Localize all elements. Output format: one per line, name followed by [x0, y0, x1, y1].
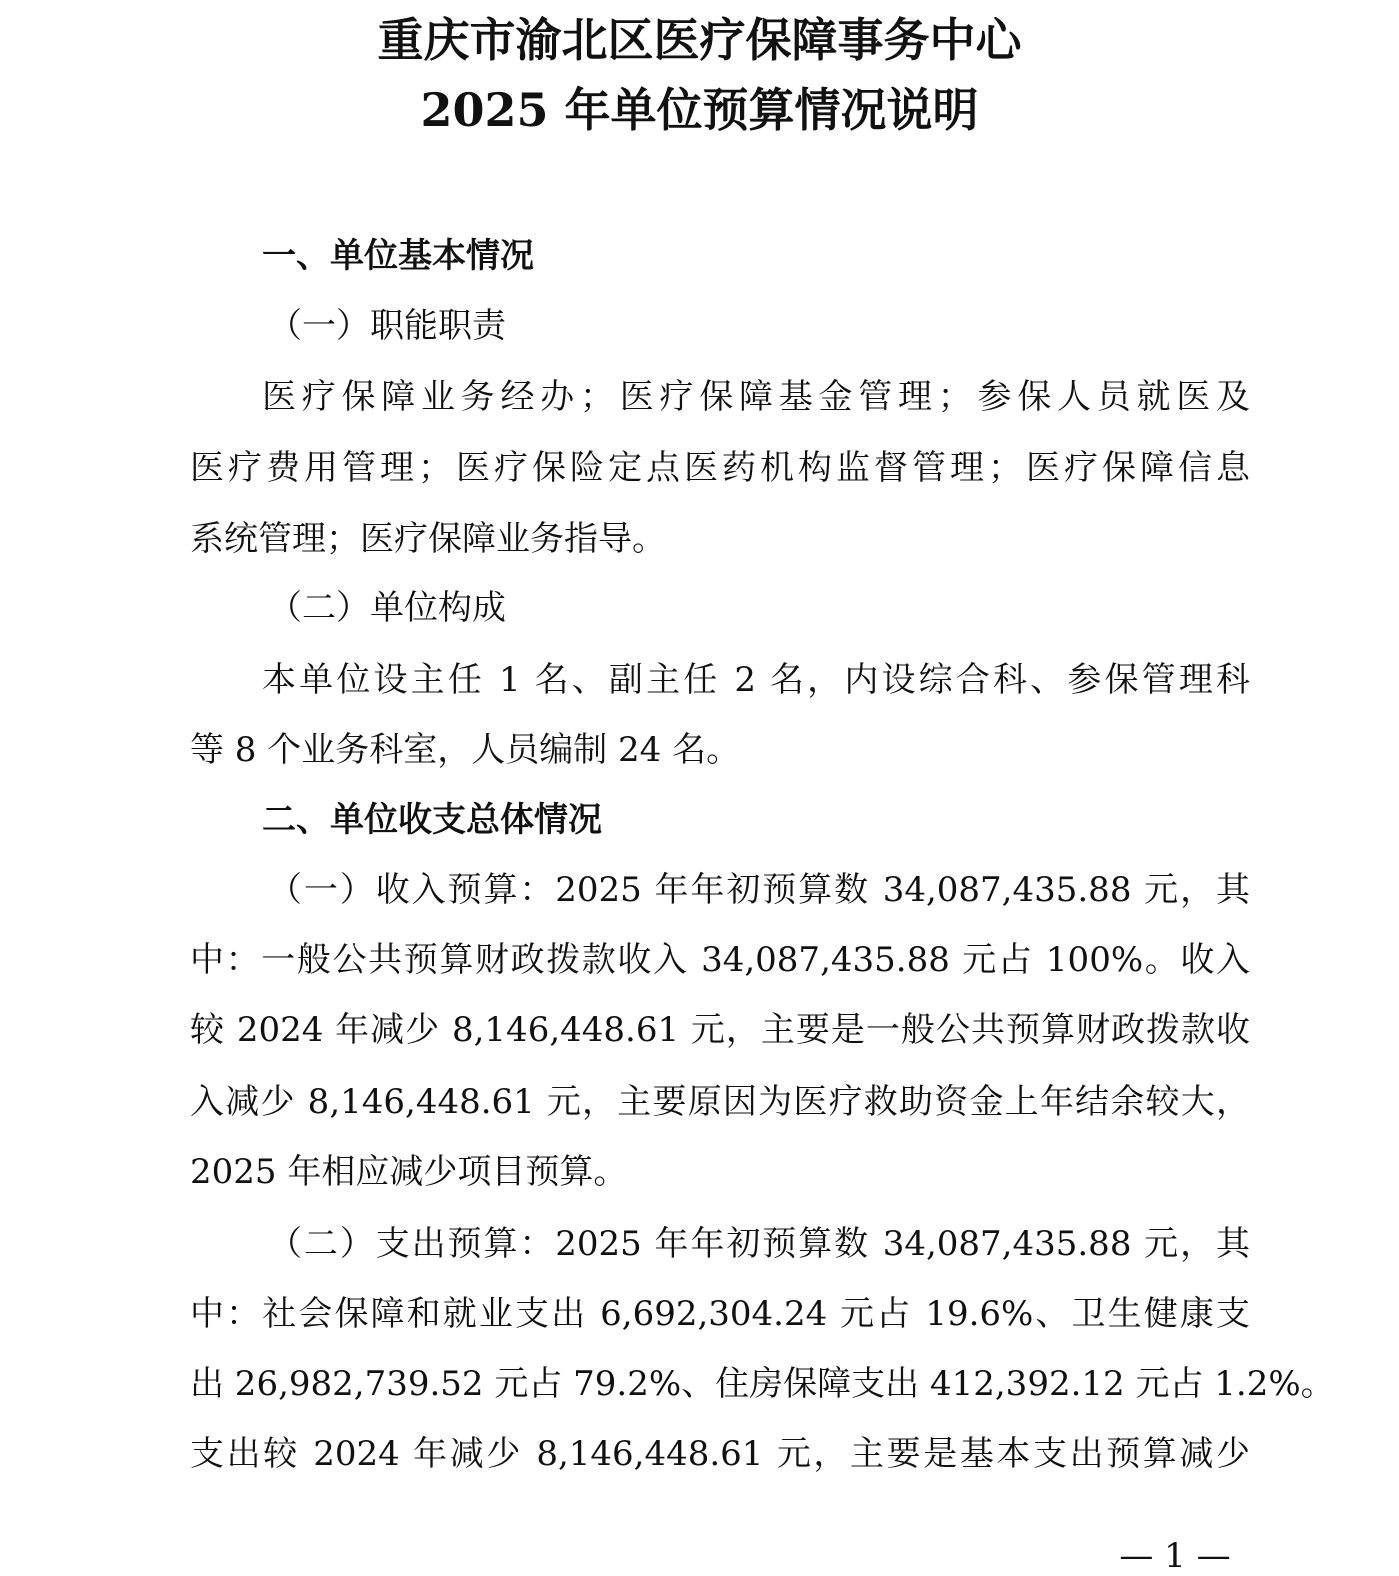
income-paragraph-line: 较 2024 年减少 8,146,448.61 元，主要是一般公共预算财政拨款收: [190, 1010, 1250, 1050]
income-paragraph-line: （一）收入预算：2025 年年初预算数 34,087,435.88 元，其: [268, 870, 1250, 910]
section-2-heading: 二、单位收支总体情况: [262, 800, 602, 840]
paragraph-line: 系统管理；医疗保障业务指导。: [190, 519, 666, 559]
expense-paragraph-line: 出 26,982,739.52 元占 79.2%、住房保障支出 412,392.12 元占 1.2%。: [190, 1364, 1335, 1404]
page-number: — 1 —: [1119, 1536, 1231, 1576]
section-1-sub2-heading: （二）单位构成: [268, 588, 506, 628]
section-1-sub1-heading: （一）职能职责: [268, 306, 506, 346]
paragraph-line: 医疗保障业务经办；医疗保障基金管理；参保人员就医及: [262, 377, 1250, 417]
expense-paragraph-line: （二）支出预算：2025 年年初预算数 34,087,435.88 元，其: [268, 1224, 1250, 1264]
document-title-line-2: 2025 年单位预算情况说明: [420, 83, 979, 137]
income-paragraph-line: 2025 年相应减少项目预算。: [190, 1152, 628, 1192]
income-paragraph-line: 中：一般公共预算财政拨款收入 34,087,435.88 元占 100%。收入: [190, 940, 1250, 980]
paragraph-line: 等 8 个业务科室，人员编制 24 名。: [190, 730, 741, 770]
expense-paragraph-line: 支出较 2024 年减少 8,146,448.61 元，主要是基本支出预算减少: [190, 1434, 1250, 1474]
paragraph-line: 医疗费用管理；医疗保险定点医药机构监督管理；医疗保障信息: [190, 448, 1250, 488]
expense-paragraph-line: 中：社会保障和就业支出 6,692,304.24 元占 19.6%、卫生健康支: [190, 1294, 1250, 1334]
paragraph-line: 本单位设主任 1 名、副主任 2 名，内设综合科、参保管理科: [262, 660, 1250, 700]
document-title-line-1: 重庆市渝北区医疗保障事务中心: [377, 13, 1022, 67]
section-1-heading: 一、单位基本情况: [262, 236, 534, 276]
income-paragraph-line: 入减少 8,146,448.61 元，主要原因为医疗救助资金上年结余较大，: [190, 1082, 1250, 1122]
